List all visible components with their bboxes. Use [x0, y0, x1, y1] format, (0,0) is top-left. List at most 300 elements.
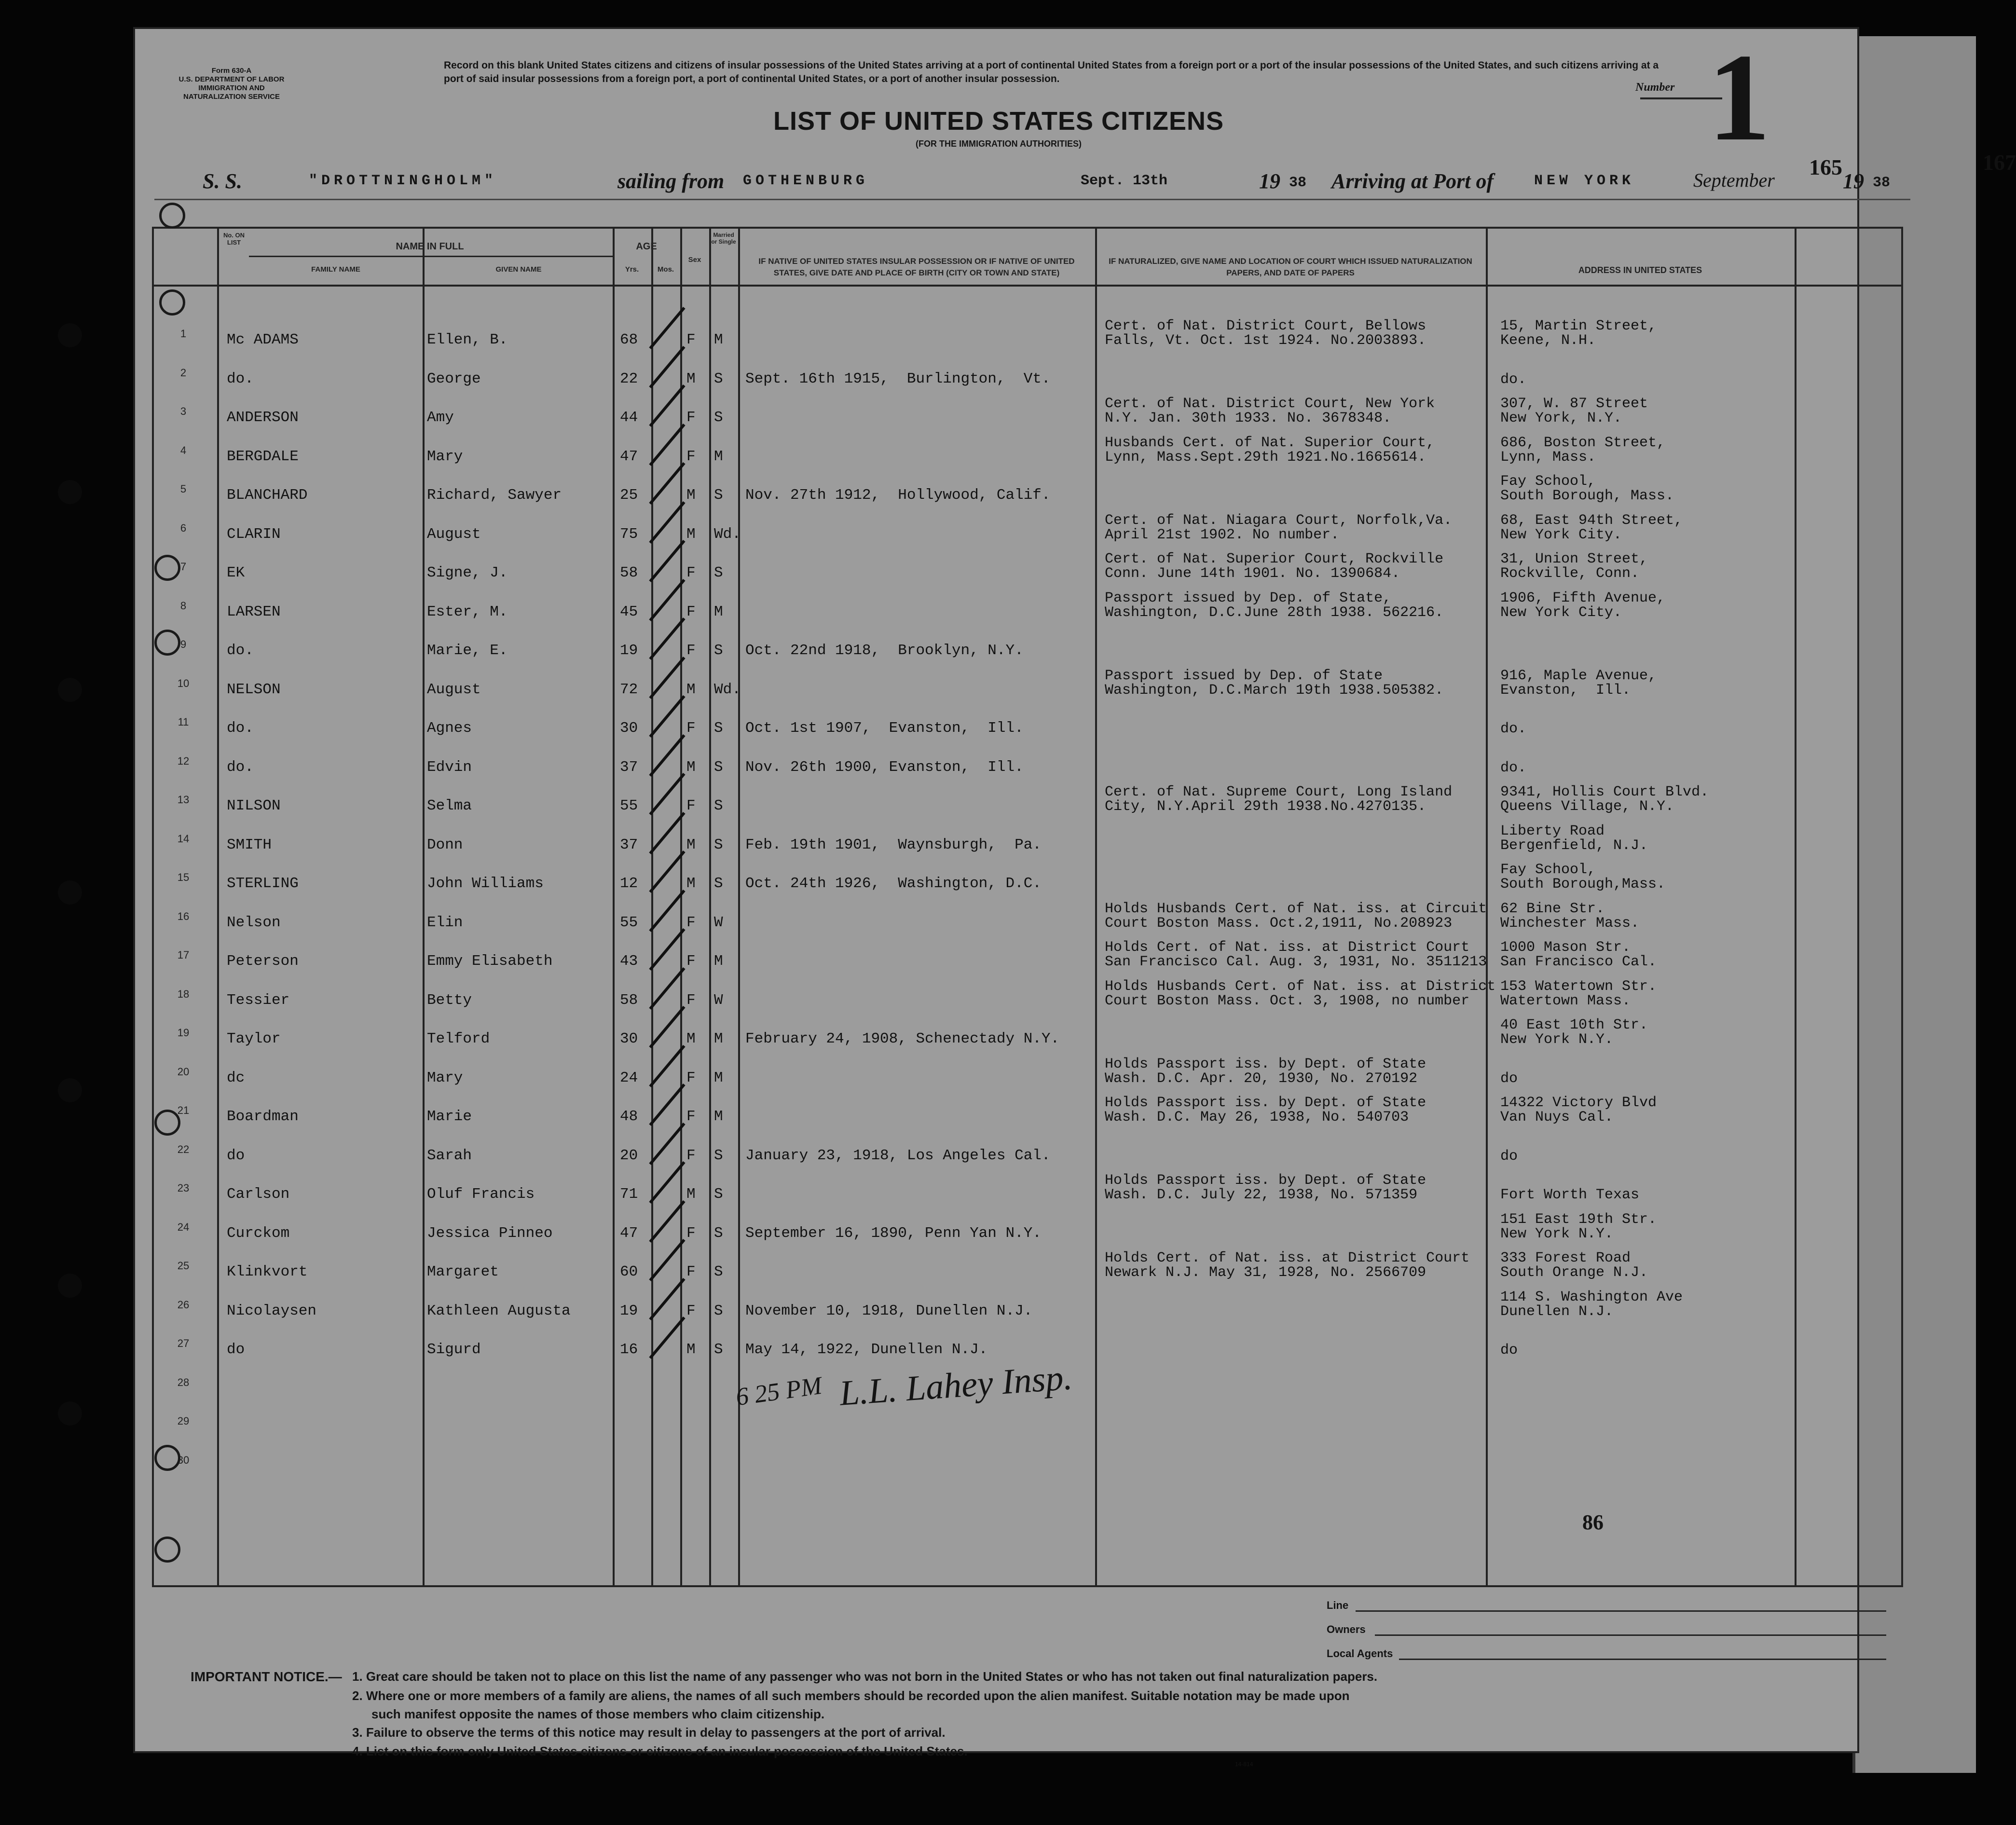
naturalization-line: Cert. of Nat. District Court, New York: [1105, 396, 1435, 412]
naturalization-line: N.Y. Jan. 30th 1933. No. 3678348.: [1105, 410, 1392, 426]
header-family-name: FAMILY NAME: [311, 265, 360, 274]
owners-label: Owners: [1327, 1623, 1366, 1635]
age-years: 25: [620, 487, 638, 504]
family-name: do.: [227, 370, 254, 387]
marital-status: S: [714, 1224, 723, 1242]
sex: F: [686, 448, 696, 465]
marital-status: S: [714, 409, 723, 426]
voyage-underline: [154, 199, 1910, 200]
naturalization-line: Holds Passport iss. by Dept. of State: [1105, 1095, 1426, 1111]
marital-status: M: [714, 603, 723, 620]
family-name: CLARIN: [227, 525, 281, 543]
sex: F: [686, 642, 696, 659]
age-years: 16: [620, 1341, 638, 1358]
naturalization-line: Holds Husbands Cert. of Nat. iss. at District: [1105, 978, 1496, 995]
ship-prefix: S. S.: [203, 169, 242, 193]
address-line: Dunellen N.J.: [1500, 1303, 1614, 1320]
notice-3: 3. Failure to observe the terms of this notice may result in delay to passengers at the port of arrival.: [352, 1725, 946, 1740]
address-line: 62 Bine Str.: [1500, 900, 1605, 917]
given-name: Donn: [427, 836, 463, 853]
naturalization-line: Washington, D.C.June 28th 1938. 562216.: [1105, 604, 1444, 621]
family-name: EK: [227, 564, 245, 581]
naturalization-line: Passport issued by Dep. of State: [1105, 667, 1383, 684]
sex: F: [686, 797, 696, 814]
page-number-right: 167: [1983, 150, 2016, 175]
age-years: 22: [620, 370, 638, 387]
sex: F: [686, 564, 696, 581]
given-name: Mary: [427, 1069, 463, 1086]
family-name: do.: [227, 758, 254, 776]
given-name: Jessica Pinneo: [427, 1224, 553, 1242]
list-title: LIST OF UNITED STATES CITIZENS: [773, 107, 1224, 136]
arrival-year: 38: [1873, 175, 1891, 191]
age-years: 43: [620, 953, 638, 970]
row-number: 2: [180, 366, 187, 379]
naturalization-line: Cert. of Nat. Superior Court, Rockville: [1105, 551, 1444, 567]
age-years: 58: [620, 564, 638, 581]
naturalization-line: Court Boston Mass. Oct.2,1911, No.208923: [1105, 915, 1453, 932]
given-name: Signe, J.: [427, 564, 508, 581]
naturalization-line: Holds Cert. of Nat. iss. at District Court: [1105, 939, 1470, 956]
given-name: George: [427, 370, 481, 387]
manifest-sheet: [135, 28, 2016, 1768]
address-line: Fay School,: [1500, 862, 1596, 878]
notice-title: IMPORTANT NOTICE.—: [191, 1669, 342, 1684]
sail-year-prefix: 19: [1259, 169, 1280, 193]
marital-status: S: [714, 370, 723, 387]
marital-status: S: [714, 642, 723, 659]
address-line: New York N.Y.: [1500, 1225, 1614, 1242]
naturalization-line: Cert. of Nat. Niagara Court, Norfolk,Va.: [1105, 512, 1453, 529]
address-line: Van Nuys Cal.: [1500, 1109, 1614, 1125]
naturalization-line: Holds Passport iss. by Dept. of State: [1105, 1172, 1426, 1189]
line-rule: [1356, 1610, 1886, 1612]
punch-ring: [154, 555, 180, 581]
punch-ring: [159, 203, 185, 229]
sex: M: [686, 681, 696, 698]
row-number: 20: [177, 1065, 190, 1078]
address-line: New York City.: [1500, 526, 1622, 543]
given-name: Agnes: [427, 720, 472, 737]
row-number: 17: [177, 949, 190, 961]
marital-status: S: [714, 1263, 723, 1280]
notice-2: 2. Where one or more members of a family are aliens, the names of all such members should be recorded upon the alien manifest. Suitable notation may be made upon: [352, 1688, 1350, 1703]
birth-date-place: Oct. 1st 1907, Evanston, Ill.: [745, 720, 1024, 737]
row-number: 6: [180, 521, 187, 534]
age-years: 30: [620, 720, 638, 737]
col-line: [1795, 227, 1797, 1587]
marital-status: Wd.: [714, 681, 741, 698]
address-line: 15, Martin Street,: [1500, 318, 1657, 334]
given-name: Marie, E.: [427, 642, 508, 659]
page-number: 165: [1809, 155, 1842, 179]
header-sex: Sex: [688, 256, 701, 264]
col-line: [1095, 227, 1097, 1587]
marital-status: Wd.: [714, 525, 741, 543]
given-name: Sarah: [427, 1147, 472, 1164]
family-name: Boardman: [227, 1108, 299, 1125]
address-line: New York N.Y.: [1500, 1031, 1614, 1048]
sex: F: [686, 720, 696, 737]
row-number: 23: [177, 1182, 190, 1194]
marital-status: M: [714, 448, 723, 465]
address-line: South Borough, Mass.: [1500, 488, 1674, 504]
punch-ring: [159, 289, 185, 316]
family-name: do.: [227, 642, 254, 659]
sex: M: [686, 1341, 696, 1358]
marital-status: S: [714, 875, 723, 892]
age-years: 24: [620, 1069, 638, 1086]
col-line: [613, 227, 615, 1587]
binder-hole: [58, 1401, 82, 1426]
naturalization-line: Conn. June 14th 1901. No. 1390684.: [1105, 565, 1400, 582]
sex: F: [686, 1224, 696, 1242]
family-name: Mc ADAMS: [227, 331, 299, 348]
age-years: 55: [620, 914, 638, 931]
age-years: 58: [620, 991, 638, 1009]
family-name: BLANCHARD: [227, 487, 308, 504]
header-name-in-full: NAME IN FULL: [396, 241, 464, 252]
col-line: [651, 227, 653, 1587]
birth-date-place: May 14, 1922, Dunellen N.J.: [745, 1341, 988, 1358]
family-name: do: [227, 1341, 245, 1358]
form-number: Form 630-A: [211, 67, 252, 75]
age-years: 75: [620, 525, 638, 543]
binder-hole: [58, 480, 82, 504]
address-line: Lynn, Mass.: [1500, 449, 1596, 466]
naturalization-line: April 21st 1902. No number.: [1105, 526, 1340, 543]
marital-status: M: [714, 1108, 723, 1125]
department-division: IMMIGRATION AND: [198, 84, 265, 92]
address-line: do: [1500, 1342, 1518, 1358]
list-number: 1: [1708, 28, 1770, 167]
header-months: Mos.: [657, 265, 674, 274]
naturalization-line: Wash. D.C. July 22, 1938, No. 571359: [1105, 1187, 1418, 1203]
header-years: Yrs.: [625, 265, 639, 274]
number-label: Number: [1635, 81, 1675, 94]
family-name: Nicolaysen: [227, 1302, 317, 1319]
given-name: Selma: [427, 797, 472, 814]
address-line: 153 Watertown Str.: [1500, 978, 1657, 995]
sail-year: 38: [1289, 175, 1307, 191]
marital-status: W: [714, 914, 723, 931]
sex: F: [686, 603, 696, 620]
binder-hole: [58, 880, 82, 905]
naturalization-line: Court Boston Mass. Oct. 3, 1908, no number: [1105, 992, 1470, 1009]
address-line: 40 East 10th Str.: [1500, 1017, 1648, 1033]
family-name: NELSON: [227, 681, 281, 698]
address-line: Liberty Road: [1500, 823, 1605, 839]
address-line: Queens Village, N.Y.: [1500, 798, 1674, 815]
sex: M: [686, 875, 696, 892]
given-name: Mary: [427, 448, 463, 465]
notice-2-continued: such manifest opposite the names of those members who claim citizenship.: [371, 1707, 825, 1721]
given-name: Sigurd: [427, 1341, 481, 1358]
given-name: Marie: [427, 1108, 472, 1125]
sex: M: [686, 370, 696, 387]
family-name: ANDERSON: [227, 409, 299, 426]
local-agents-rule: [1399, 1659, 1886, 1660]
address-line: Bergenfield, N.J.: [1500, 837, 1648, 854]
age-years: 55: [620, 797, 638, 814]
departure-port: GOTHENBURG: [743, 173, 869, 189]
given-name: Amy: [427, 409, 454, 426]
age-years: 47: [620, 1224, 638, 1242]
address-line: San Francisco Cal.: [1500, 954, 1657, 970]
age-years: 30: [620, 1030, 638, 1047]
sail-date: Sept. 13th: [1081, 173, 1168, 189]
row-number: 22: [177, 1143, 190, 1155]
age-years: 45: [620, 603, 638, 620]
address-line: 14322 Victory Blvd: [1500, 1095, 1657, 1111]
row-number: 10: [177, 677, 190, 689]
bottom-page-number: 86: [1582, 1510, 1604, 1534]
family-name: dc: [227, 1069, 245, 1086]
col-line: [423, 227, 425, 1587]
row-number: 30: [177, 1454, 190, 1466]
address-line: Watertown Mass.: [1500, 992, 1631, 1009]
punch-ring: [154, 1110, 180, 1136]
age-years: 47: [620, 448, 638, 465]
marital-status: M: [714, 331, 723, 348]
address-line: 333 Forest Road: [1500, 1250, 1631, 1266]
given-name: Richard, Sawyer: [427, 487, 562, 504]
header-age: AGE: [636, 241, 657, 252]
age-years: 37: [620, 836, 638, 853]
list-subtitle: (FOR THE IMMIGRATION AUTHORITIES): [916, 139, 1082, 149]
row-number: 26: [177, 1298, 190, 1311]
address-line: 1906, Fifth Avenue,: [1500, 590, 1666, 606]
marital-status: S: [714, 797, 723, 814]
marital-status: S: [714, 1147, 723, 1164]
marital-status: M: [714, 1030, 723, 1047]
family-name: Curckom: [227, 1224, 290, 1242]
address-line: do.: [1500, 721, 1527, 737]
address-line: do.: [1500, 371, 1527, 388]
given-name: Kathleen Augusta: [427, 1302, 571, 1319]
age-years: 12: [620, 875, 638, 892]
header-naturalization: IF NATURALIZED, GIVE NAME AND LOCATION OF COURT WHICH ISSUED NATURALIZATION PAPERS, AND DATE OF PAPERS: [1109, 257, 1472, 277]
header-number: No. ON LIST: [223, 232, 245, 246]
sex: F: [686, 331, 696, 348]
family-name: STERLING: [227, 875, 299, 892]
row-number: 13: [177, 794, 190, 806]
marital-status: S: [714, 1341, 723, 1358]
address-line: Winchester Mass.: [1500, 915, 1640, 932]
given-name: August: [427, 681, 481, 698]
punch-ring: [154, 1445, 180, 1471]
birth-date-place: Oct. 22nd 1918, Brooklyn, N.Y.: [745, 642, 1024, 659]
header-married-single: Married or Single: [711, 232, 736, 245]
row-number: 3: [180, 405, 187, 417]
sailing-from-label: sailing from: [617, 169, 725, 193]
naturalization-line: Falls, Vt. Oct. 1st 1924. No.2003893.: [1105, 332, 1426, 349]
naturalization-line: San Francisco Cal. Aug. 3, 1931, No. 3511213: [1105, 954, 1487, 970]
naturalization-line: Newark N.J. May 31, 1928, No. 2566709: [1105, 1264, 1426, 1281]
naturalization-line: Cert. of Nat. District Court, Bellows: [1105, 318, 1426, 334]
family-name: Taylor: [227, 1030, 281, 1047]
given-name: Margaret: [427, 1263, 499, 1280]
given-name: Edvin: [427, 758, 472, 776]
col-line: [709, 227, 711, 1587]
sex: F: [686, 1263, 696, 1280]
sex: M: [686, 1186, 696, 1203]
family-name: BERGDALE: [227, 448, 299, 465]
birth-date-place: Feb. 19th 1901, Waynsburgh, Pa.: [745, 836, 1042, 853]
row-number: 9: [180, 638, 187, 650]
ship-name: "DROTTNINGHOLM": [309, 173, 497, 189]
header-subrule: [249, 256, 613, 257]
address-line: 114 S. Washington Ave: [1500, 1289, 1683, 1305]
row-number: 7: [180, 561, 187, 573]
address-line: New York, N.Y.: [1500, 410, 1622, 426]
address-line: New York City.: [1500, 604, 1622, 621]
address-line: 151 East 19th Str.: [1500, 1211, 1657, 1228]
sex: F: [686, 991, 696, 1009]
row-number: 19: [177, 1027, 190, 1039]
marital-status: S: [714, 564, 723, 581]
row-number: 15: [177, 871, 190, 883]
row-number: 28: [177, 1376, 190, 1388]
naturalization-line: Washington, D.C.March 19th 1938.505382.: [1105, 682, 1444, 699]
birth-date-place: September 16, 1890, Penn Yan N.Y.: [745, 1224, 1042, 1242]
line-label: Line: [1327, 1599, 1349, 1611]
header-given-name: GIVEN NAME: [495, 265, 542, 274]
intro-text: Record on this blank United States citizens and citizens of insular possessions of the United States arriving at a port of continental United States from a foreign port or a port of the insular possessions of the United States, and such citizens arriving at a port of said insular possessions from a foreign port, a port of continental United States, or a port of another insular possession.: [444, 60, 1659, 84]
naturalization-line: Cert. of Nat. Supreme Court, Long Island: [1105, 784, 1453, 800]
notice-1: 1. Great care should be taken not to place on this list the name of any passenger who was not born in the United States or who has not taken out final naturalization papers.: [352, 1669, 1378, 1684]
sex: M: [686, 836, 696, 853]
birth-date-place: February 24, 1908, Schenectady N.Y.: [745, 1030, 1060, 1047]
row-number: 8: [180, 599, 187, 612]
given-name: Oluf Francis: [427, 1186, 535, 1203]
address-line: 1000 Mason Str.: [1500, 939, 1631, 956]
family-name: SMITH: [227, 836, 272, 853]
address-line: South Borough,Mass.: [1500, 876, 1666, 892]
address-line: Fay School,: [1500, 473, 1596, 490]
row-number: 14: [177, 832, 190, 845]
age-years: 71: [620, 1186, 638, 1203]
address-line: do: [1500, 1148, 1518, 1165]
age-years: 37: [620, 758, 638, 776]
form-id-block: [174, 67, 289, 101]
row-number: 12: [177, 755, 190, 767]
naturalization-line: Holds Husbands Cert. of Nat. iss. at Circuit: [1105, 900, 1487, 917]
binder-hole: [58, 323, 82, 347]
address-line: do: [1500, 1070, 1518, 1087]
marital-status: S: [714, 836, 723, 853]
address-line: 31, Union Street,: [1500, 551, 1648, 567]
row-number: 5: [180, 483, 187, 495]
naturalization-line: Lynn, Mass.Sept.29th 1921.No.1665614.: [1105, 449, 1426, 466]
birth-date-place: Sept. 16th 1915, Burlington, Vt.: [745, 370, 1051, 387]
col-line: [217, 227, 219, 1587]
naturalization-line: Husbands Cert. of Nat. Superior Court,: [1105, 434, 1435, 451]
sex: M: [686, 758, 696, 776]
marital-status: S: [714, 1186, 723, 1203]
family-name: LARSEN: [227, 603, 281, 620]
birth-date-place: Oct. 24th 1926, Washington, D.C.: [745, 875, 1042, 892]
marital-status: M: [714, 1069, 723, 1086]
family-name: do.: [227, 720, 254, 737]
header-rule: [152, 285, 1903, 287]
marital-status: M: [714, 953, 723, 970]
binder-hole: [58, 1274, 82, 1298]
row-number: 27: [177, 1337, 190, 1349]
owners-rule: [1375, 1634, 1886, 1636]
birth-date-place: Nov. 26th 1900, Evanston, Ill.: [745, 758, 1024, 776]
row-number: 18: [177, 988, 190, 1000]
age-years: 72: [620, 681, 638, 698]
family-name: Nelson: [227, 914, 281, 931]
given-name: Ester, M.: [427, 603, 508, 620]
row-number: 21: [177, 1104, 190, 1116]
row-number: 29: [177, 1415, 190, 1427]
arriving-label: Arriving at Port of: [1331, 169, 1494, 193]
sex: F: [686, 914, 696, 931]
naturalization-line: City, N.Y.April 29th 1938.No.4270135.: [1105, 798, 1426, 815]
sex: M: [686, 487, 696, 504]
sex: F: [686, 1147, 696, 1164]
arrival-month: September: [1693, 169, 1775, 191]
given-name: August: [427, 525, 481, 543]
row-number: 25: [177, 1260, 190, 1272]
address-line: Fort Worth Texas: [1500, 1187, 1640, 1203]
arrival-port: NEW YORK: [1534, 173, 1635, 189]
header-birth-place: IF NATIVE OF UNITED STATES INSULAR POSSESSION OR IF NATIVE OF UNITED STATES, GIVE DATE AND PLACE OF BIRTH (CITY OR TOWN AND STATE): [758, 257, 1075, 277]
naturalization-line: Wash. D.C. May 26, 1938, No. 540703: [1105, 1109, 1409, 1125]
department-service: NATURALIZATION SERVICE: [183, 93, 280, 101]
naturalization-line: Holds Cert. of Nat. iss. at District Court: [1105, 1250, 1470, 1266]
marital-status: S: [714, 1302, 723, 1319]
time-annotation: 6 25 PM: [734, 1372, 824, 1412]
punch-ring: [154, 630, 180, 656]
address-line: Keene, N.H.: [1500, 332, 1596, 349]
form-code: 14-814: [1235, 1761, 1253, 1768]
department-name: U.S. DEPARTMENT OF LABOR: [178, 75, 285, 83]
notice-4: 4. List on this form only United States citizens or citizens of an insular possession of the United States.: [352, 1744, 968, 1758]
naturalization-line: Passport issued by Dep. of State,: [1105, 590, 1392, 606]
birth-date-place: January 23, 1918, Los Angeles Cal.: [745, 1147, 1051, 1164]
age-years: 44: [620, 409, 638, 426]
address-line: Rockville, Conn.: [1500, 565, 1640, 582]
row-number: 11: [178, 716, 189, 728]
age-years: 19: [620, 1302, 638, 1319]
birth-date-place: November 10, 1918, Dunellen N.J.: [745, 1302, 1033, 1319]
sex: M: [686, 1030, 696, 1047]
address-line: 686, Boston Street,: [1500, 434, 1666, 451]
given-name: Betty: [427, 991, 472, 1009]
family-name: Peterson: [227, 953, 299, 970]
row-number: 1: [180, 328, 187, 340]
row-number: 4: [180, 444, 187, 456]
family-name: do: [227, 1147, 245, 1164]
given-name: Emmy Elisabeth: [427, 953, 553, 970]
arrival-year-prefix: 19: [1843, 169, 1864, 193]
row-number: 24: [177, 1221, 190, 1233]
given-name: Ellen, B.: [427, 331, 508, 348]
punch-ring: [154, 1537, 180, 1563]
naturalization-line: Wash. D.C. Apr. 20, 1930, No. 270192: [1105, 1070, 1418, 1087]
marital-status: S: [714, 487, 723, 504]
age-years: 19: [620, 642, 638, 659]
sex: F: [686, 1302, 696, 1319]
family-name: NILSON: [227, 797, 281, 814]
address-line: 9341, Hollis Court Blvd.: [1500, 784, 1709, 800]
age-years: 48: [620, 1108, 638, 1125]
marital-status: S: [714, 758, 723, 776]
given-name: John Williams: [427, 875, 544, 892]
